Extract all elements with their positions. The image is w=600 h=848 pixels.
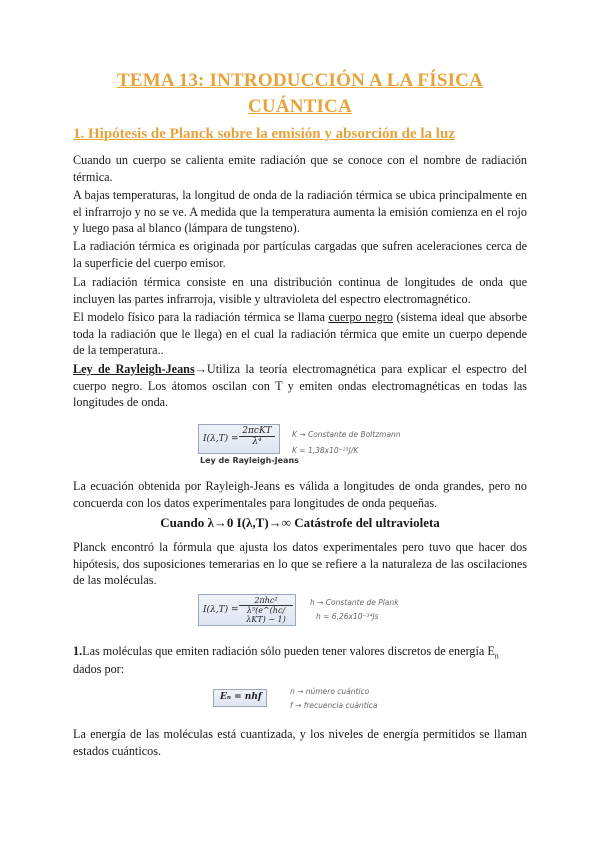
paragraph-5	[73, 309, 527, 359]
rj-note-2: K = 1,38x10⁻²³J/K	[292, 446, 359, 455]
paragraph-4: La radiación térmica consiste en una distribución continua de longitudes de onda que incluyen las partes infrarroja, visible y ultravioleta del espectro electromagnético.	[73, 275, 527, 306]
planck-note-2: h = 6,26x10⁻³⁴Js	[316, 612, 379, 621]
rj-note-1: K → Constante de Boltzmann	[292, 430, 401, 439]
paragraph-3: La radiación térmica es originada por partículas cargadas que sufren aceleraciones cerca de la superficie del cuerpo emisor.	[73, 239, 527, 270]
rj-fraction	[239, 426, 275, 447]
paragraph-9-body: Las moléculas que emiten radiación sólo pueden tener valores discretos de energía E	[82, 644, 495, 658]
rayleigh-jeans-term: Ley de Rayleigh-Jeans	[73, 362, 195, 376]
planck-numerator: 2πhc²	[239, 596, 293, 606]
arrow-symbol: →	[194, 362, 207, 376]
planck-fraction	[239, 596, 293, 624]
rj-numerator: 2πcKT	[239, 426, 275, 437]
paragraph-8: Planck encontró la fórmula que ajusta los datos experimentales pero tuvo que hacer dos hipótesis, dos suposiciones temerarias en lo que se refiere a la naturaleza de las oscilaciones de las moléculas.	[73, 540, 527, 587]
section-heading: 1. Hipótesis de Planck sobre la emisión y absorción de la luz	[73, 126, 455, 142]
planck-formula	[198, 594, 296, 626]
paragraph-6	[73, 361, 527, 411]
planck-denominator: λ⁵(e^(hc/λKT) − 1)	[246, 606, 286, 624]
ultraviolet-catastrophe-line: Cuando λ→0 I(λ,T)→∞ Catástrofe del ultravioleta	[160, 515, 440, 530]
hypothesis-number: 1.	[73, 644, 83, 658]
paragraph-9-tail: dados por:	[73, 662, 125, 676]
rj-lhs: I(λ,T) =	[203, 434, 239, 444]
paragraph-5-end: (sistema ideal que absorbe toda la radiación que le llega) en el cual la radiación térmica que emite un cuerpo depende de la temperatura..	[73, 310, 527, 357]
paragraph-7: La ecuación obtenida por Rayleigh-Jeans es válida a longitudes de onda grandes, pero no concuerda con los datos experimentales para longitudes de onda pequeñas.	[73, 479, 527, 510]
paragraph-10: La energía de las moléculas está cuantizada, y los niveles de energía permitidos se llaman estados cuánticos.	[73, 727, 527, 758]
paragraph-6-body: Utiliza la teoría electromagnética para explicar el espectro del cuerpo negro. Los átomos oscilan con T y emiten ondas electromagnéticas en todas las longitudes de onda.	[73, 362, 527, 409]
cuerpo-negro-term: cuerpo negro	[328, 310, 393, 324]
energy-formula-text: Eₙ = nhf	[220, 692, 262, 702]
energy-formula	[213, 689, 267, 707]
energy-note-2: f → frecuencia cuántica	[290, 701, 378, 710]
planck-note-1: h → Constante de Plank	[310, 598, 399, 607]
document-title-line1: TEMA 13: INTRODUCCIÓN A LA FÍSICA	[116, 70, 484, 91]
planck-lhs: I(λ,T) =	[203, 605, 239, 615]
paragraph-5-start: El modelo físico para la radiación térmica se llama	[73, 310, 329, 324]
paragraph-1: Cuando un cuerpo se calienta emite radiación que se conoce con el nombre de radiación térmica.	[73, 153, 527, 184]
paragraph-2: A bajas temperaturas, la longitud de onda de la radiación térmica se ubica principalmente en el infrarrojo y no se ve. A medida que la temperatura aumenta la emisión comienza en el rojo y luego pasa al blanco (lámpara de tungsteno).	[73, 188, 527, 235]
energy-note-1: n → número cuántico	[290, 687, 370, 696]
document-title-line2: CUÁNTICA	[248, 96, 352, 117]
rj-denominator: λ⁴	[252, 437, 262, 447]
rj-caption: Ley de Rayleigh-Jeans	[200, 456, 299, 465]
subscript-n: n	[494, 651, 499, 661]
rayleigh-jeans-formula	[198, 424, 280, 454]
